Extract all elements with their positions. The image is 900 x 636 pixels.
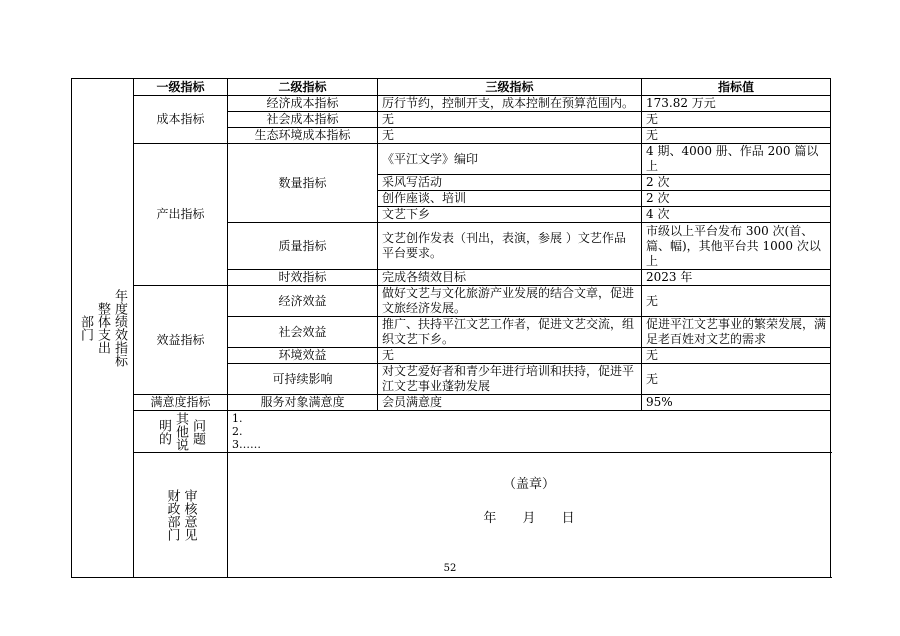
- benefit-indicator-label: 效益指标: [134, 286, 228, 395]
- other-line-3: 3……: [232, 438, 261, 451]
- other-line-2: 2.: [232, 425, 243, 438]
- other-label-col2: 其他说: [173, 412, 188, 451]
- satisfaction-l2: 服务对象满意度: [228, 395, 378, 411]
- cost-l2-1: 社会成本指标: [228, 112, 378, 128]
- date-text: 年 月 日: [483, 511, 575, 526]
- benefit-l3-3: 对文艺爱好者和青少年进行培训和扶持，促进平江文艺事业蓬勃发展: [378, 364, 642, 395]
- quality-value: 市级以上平台发布 300 次(首、篇、幅)，其他平台共 1000 次以上: [642, 223, 831, 270]
- quantity-l3-0: 《平江文学》编印: [378, 144, 642, 175]
- satisfaction-indicator-label: 满意度指标: [134, 395, 228, 411]
- quantity-l3-1: 采风写活动: [378, 175, 642, 191]
- benefit-l2-2: 环境效益: [228, 348, 378, 364]
- header-level1: 一级指标: [134, 79, 228, 96]
- cost-l3-0: 厉行节约，控制开支，成本控制在预算范围内。: [378, 96, 642, 112]
- benefit-l3-2: 无: [378, 348, 642, 364]
- other-label-col1: 明的: [156, 418, 171, 445]
- performance-table: [71, 78, 831, 578]
- finance-label-col2: 审核意见: [181, 489, 197, 541]
- other-label-col3: 问题: [190, 418, 205, 445]
- timeliness-indicator-label: 时效指标: [228, 270, 378, 286]
- timeliness-l3: 完成各绩效目标: [378, 270, 642, 286]
- other-issues-label: [134, 411, 228, 453]
- benefit-l2-1: 社会效益: [228, 317, 378, 348]
- quantity-value-1: 2 次: [642, 175, 831, 191]
- page-number: 52: [443, 563, 457, 574]
- benefit-l3-1: 推广、扶持平江文艺工作者，促进文艺交流，组织文艺下乡。: [378, 317, 642, 348]
- quantity-indicator-label: 数量指标: [228, 144, 378, 223]
- finance-review-label: [134, 453, 228, 578]
- left-label-col1: 部门: [78, 315, 93, 341]
- quantity-l3-3: 文艺下乡: [378, 207, 642, 223]
- cost-l3-2: 无: [378, 128, 642, 144]
- cost-indicator-label: 成本指标: [134, 96, 228, 144]
- cost-l2-2: 生态环境成本指标: [228, 128, 378, 144]
- seal-text: （盖章）: [502, 477, 555, 492]
- cost-value-1: 无: [642, 112, 831, 128]
- left-label-col2: 整体支出: [95, 302, 110, 354]
- satisfaction-value: 95%: [642, 395, 831, 411]
- header-level2: 二级指标: [228, 79, 378, 96]
- cost-value-2: 无: [642, 128, 831, 144]
- timeliness-value: 2023 年: [642, 270, 831, 286]
- other-issues-content: [228, 411, 831, 453]
- quality-l3: 文艺创作发表（刊出，表演，参展 ）文艺作品平台要求。: [378, 223, 642, 270]
- other-line-1: 1.: [232, 412, 243, 425]
- benefit-l2-0: 经济效益: [228, 286, 378, 317]
- quantity-value-3: 4 次: [642, 207, 831, 223]
- quantity-value-2: 2 次: [642, 191, 831, 207]
- output-indicator-label: 产出指标: [134, 144, 228, 286]
- left-label-col3: 年度绩效指标: [112, 289, 127, 367]
- benefit-l3-0: 做好文艺与文化旅游产业发展的结合文章，促进文旅经济发展。: [378, 286, 642, 317]
- benefit-value-2: 无: [642, 348, 831, 364]
- quantity-l3-2: 创作座谈、培训: [378, 191, 642, 207]
- benefit-value-3: 无: [642, 364, 831, 395]
- benefit-l2-3: 可持续影响: [228, 364, 378, 395]
- cost-value-0: 173.82 万元: [642, 96, 831, 112]
- quantity-value-0: 4 期、4000 册、作品 200 篇以上: [642, 144, 831, 175]
- satisfaction-l3: 会员满意度: [378, 395, 642, 411]
- benefit-value-0: 无: [642, 286, 831, 317]
- department-annual-indicator-label: [72, 79, 134, 578]
- header-value: 指标值: [642, 79, 831, 96]
- finance-review-content: [228, 453, 831, 578]
- cost-l2-0: 经济成本指标: [228, 96, 378, 112]
- header-level3: 三级指标: [378, 79, 642, 96]
- quality-indicator-label: 质量指标: [228, 223, 378, 270]
- benefit-value-1: 促进平江文艺事业的繁荣发展，满足老百姓对文艺的需求: [642, 317, 831, 348]
- finance-label-col1: 财政部门: [164, 489, 180, 541]
- cost-l3-1: 无: [378, 112, 642, 128]
